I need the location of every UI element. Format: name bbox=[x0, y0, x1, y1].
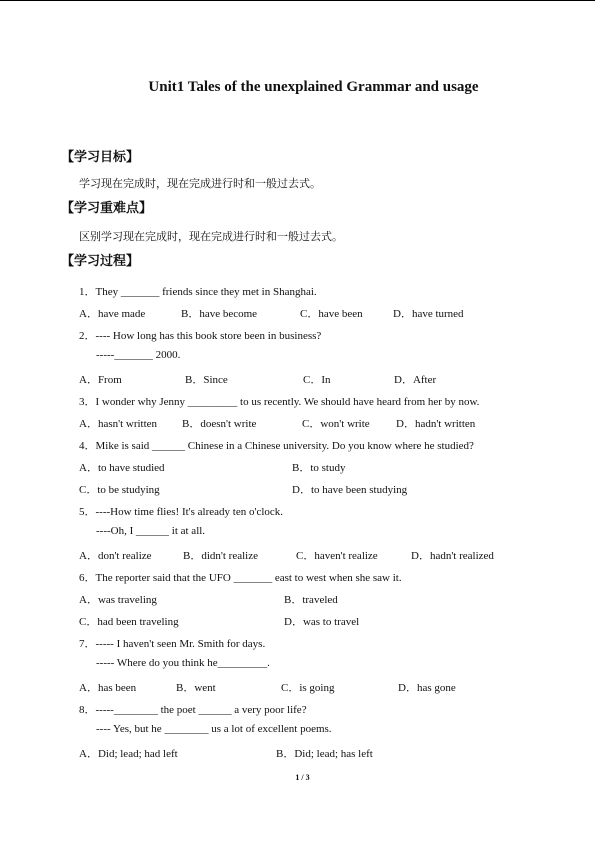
question-7-option-b[interactable]: B．went bbox=[176, 682, 216, 694]
question-8-option-b[interactable]: B．Did; lead; has left bbox=[276, 748, 373, 760]
question-1-option-a[interactable]: A．have made bbox=[79, 308, 146, 320]
question-7-option-c[interactable]: C．is going bbox=[281, 682, 335, 694]
question-5-option-b[interactable]: B．didn't realize bbox=[183, 550, 258, 562]
question-8-stem: 8．-----________ the poet ______ a very poor life? bbox=[79, 704, 307, 716]
question-4-option-c[interactable]: C．to be studying bbox=[79, 484, 160, 496]
keypoints-heading: 【学习重难点】 bbox=[61, 201, 153, 216]
question-4-stem: 4．Mike is said ______ Chinese in a Chinese university. Do you know where he studied? bbox=[79, 440, 474, 452]
process-heading: 【学习过程】 bbox=[61, 254, 140, 269]
question-5-response: ----Oh, I ______ it at all. bbox=[96, 525, 206, 537]
question-8-option-a[interactable]: A．Did; lead; had left bbox=[79, 748, 178, 760]
question-5-stem: 5．----How time flies! It's already ten o'clock. bbox=[79, 506, 284, 518]
page-top-rule bbox=[0, 0, 595, 1]
goals-text: 学习现在完成时，现在完成进行时和一般过去式。 bbox=[79, 177, 321, 190]
question-1-option-d[interactable]: D．have turned bbox=[393, 308, 464, 320]
question-1-stem: 1．They _______ friends since they met in Shanghai. bbox=[79, 286, 317, 298]
question-5-option-d[interactable]: D．hadn't realized bbox=[411, 550, 494, 562]
question-5-option-c[interactable]: C．haven't realize bbox=[296, 550, 378, 562]
question-6-option-c[interactable]: C．had been traveling bbox=[79, 616, 179, 628]
question-8-response: ---- Yes, but he ________ us a lot of excellent poems. bbox=[96, 723, 332, 735]
goals-heading: 【学习目标】 bbox=[61, 150, 140, 165]
question-4-option-b[interactable]: B．to study bbox=[292, 462, 346, 474]
question-5-option-a[interactable]: A．don't realize bbox=[79, 550, 152, 562]
question-6-stem: 6．The reporter said that the UFO _______ east to west when she saw it. bbox=[79, 572, 402, 584]
question-7-response: ----- Where do you think he_________. bbox=[96, 657, 270, 669]
question-3-option-a[interactable]: A．hasn't written bbox=[79, 418, 158, 430]
question-2-option-c[interactable]: C．In bbox=[303, 374, 331, 386]
question-3-stem: 3．I wonder why Jenny _________ to us recently. We should have heard from her by now. bbox=[79, 396, 480, 408]
question-3-option-b[interactable]: B．doesn't write bbox=[182, 418, 257, 430]
question-1-option-c[interactable]: C．have been bbox=[300, 308, 363, 320]
question-4-option-a[interactable]: A．to have studied bbox=[79, 462, 165, 474]
question-1-option-b[interactable]: B．have become bbox=[181, 308, 258, 320]
question-2-option-b[interactable]: B．Since bbox=[185, 374, 228, 386]
question-6-option-b[interactable]: B．traveled bbox=[284, 594, 338, 606]
question-3-option-c[interactable]: C．won't write bbox=[302, 418, 370, 430]
question-2-option-d[interactable]: D．After bbox=[394, 374, 437, 386]
page-title: Unit1 Tales of the unexplained Grammar and usage bbox=[148, 79, 479, 95]
question-3-option-d[interactable]: D．hadn't written bbox=[396, 418, 476, 430]
question-4-option-d[interactable]: D．to have been studying bbox=[292, 484, 408, 496]
question-2-stem: 2．---- How long has this book store been in business? bbox=[79, 330, 322, 342]
question-7-stem: 7．----- I haven't seen Mr. Smith for days. bbox=[79, 638, 266, 650]
question-2-option-a[interactable]: A．From bbox=[79, 374, 122, 386]
page-number: 1 / 3 bbox=[295, 773, 310, 782]
question-7-option-a[interactable]: A．has been bbox=[79, 682, 137, 694]
keypoints-text: 区别学习现在完成时，现在完成进行时和一般过去式。 bbox=[79, 230, 343, 243]
question-2-response: -----_______ 2000. bbox=[96, 349, 181, 361]
question-6-option-a[interactable]: A．was traveling bbox=[79, 594, 157, 606]
question-7-option-d[interactable]: D．has gone bbox=[398, 682, 456, 694]
question-6-option-d[interactable]: D．was to travel bbox=[284, 616, 360, 628]
